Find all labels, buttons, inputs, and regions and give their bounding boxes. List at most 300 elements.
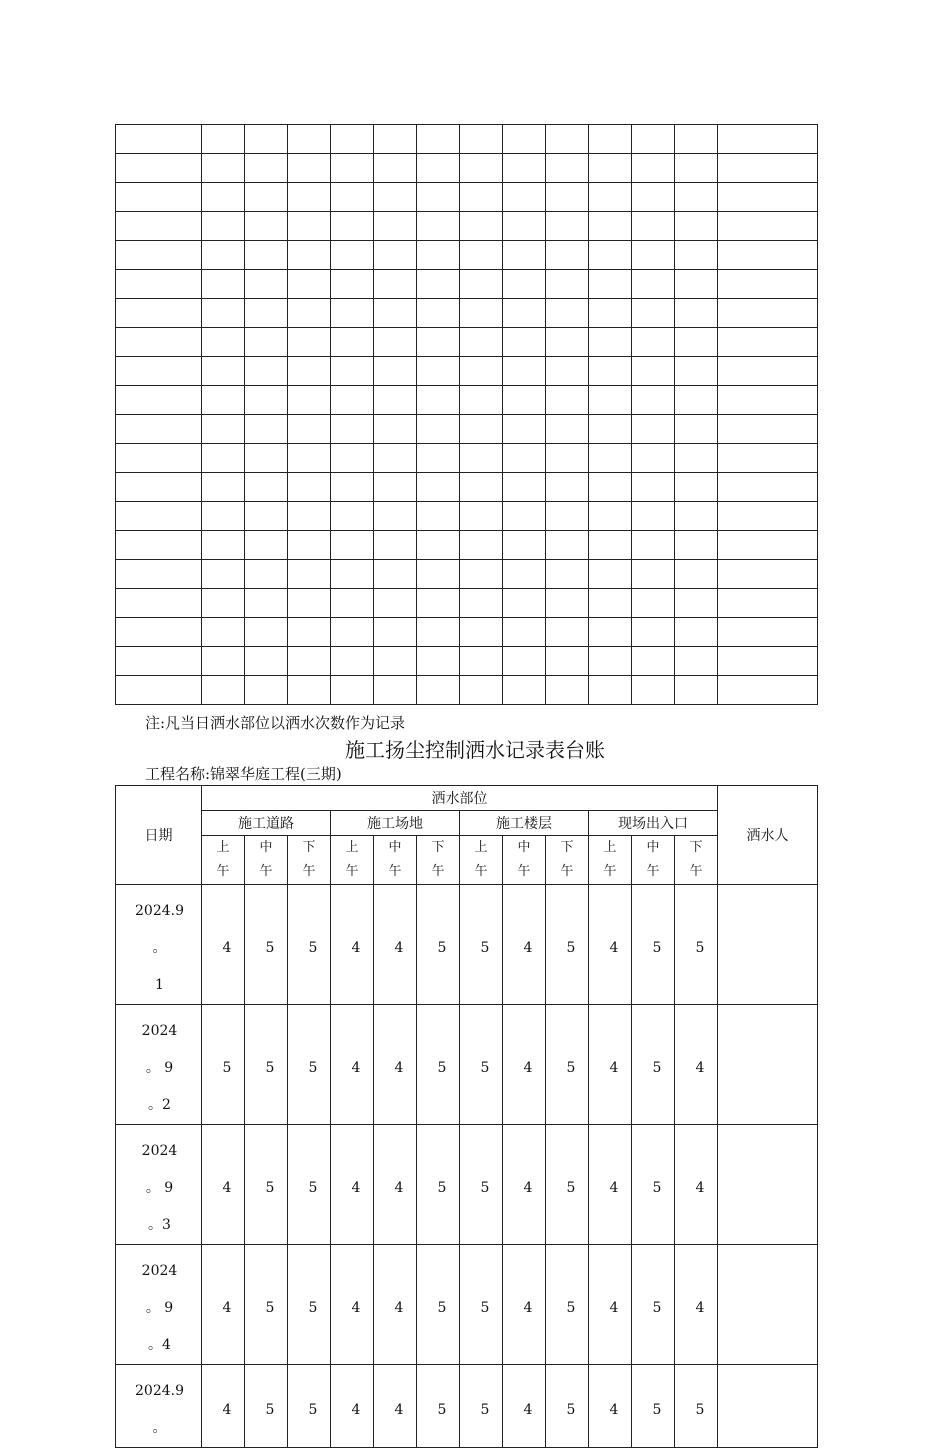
blank-cell (503, 212, 546, 241)
blank-cell (503, 299, 546, 328)
blank-cell (675, 473, 718, 502)
blank-cell (417, 589, 460, 618)
count-cell: 5 (288, 1365, 331, 1448)
header-area-floor: 施工楼层 (460, 811, 589, 836)
blank-cell (202, 531, 245, 560)
blank-cell (503, 444, 546, 473)
blank-cell (632, 386, 675, 415)
blank-cell (718, 212, 818, 241)
header-time-slot (546, 836, 589, 885)
blank-row (116, 502, 818, 531)
page-title: 施工扬尘控制洒水记录表台账 (345, 738, 605, 762)
blank-cell (374, 328, 417, 357)
header-time-slot (589, 836, 632, 885)
count-cell: 5 (632, 1125, 675, 1245)
blank-cell (675, 125, 718, 154)
blank-cell (675, 589, 718, 618)
time-slot-char: 下 (560, 840, 574, 855)
blank-cell (675, 647, 718, 676)
blank-cell (202, 618, 245, 647)
blank-cell (331, 589, 374, 618)
blank-cell (718, 357, 818, 386)
blank-cell (417, 241, 460, 270)
table-row (116, 1125, 818, 1245)
blank-row (116, 125, 818, 154)
person-cell (718, 1365, 818, 1448)
blank-cell (202, 444, 245, 473)
time-slot-char: 午 (259, 864, 273, 879)
blank-cell (460, 212, 503, 241)
blank-cell (632, 241, 675, 270)
blank-cell (503, 241, 546, 270)
header-time-slot (460, 836, 503, 885)
blank-cell (718, 270, 818, 299)
blank-cell (116, 415, 202, 444)
blank-cell (460, 589, 503, 618)
blank-cell (417, 676, 460, 705)
blank-cell (718, 676, 818, 705)
time-slot-char: 下 (302, 840, 316, 855)
table-row (116, 1005, 818, 1125)
blank-row (116, 676, 818, 705)
blank-cell (460, 328, 503, 357)
count-cell: 5 (632, 885, 675, 1005)
blank-cell (374, 125, 417, 154)
blank-cell (460, 183, 503, 212)
blank-cell (245, 357, 288, 386)
blank-cell (546, 125, 589, 154)
blank-cell (460, 357, 503, 386)
blank-cell (632, 299, 675, 328)
blank-cell (245, 589, 288, 618)
blank-row (116, 647, 818, 676)
blank-cell (589, 473, 632, 502)
blank-cell (675, 531, 718, 560)
time-slot-char: 午 (216, 864, 230, 879)
time-slot-char: 上 (603, 840, 617, 855)
blank-row (116, 154, 818, 183)
date-part: 。4 (148, 1337, 171, 1353)
blank-cell (718, 618, 818, 647)
blank-cell (202, 473, 245, 502)
header-time-slot (503, 836, 546, 885)
blank-cell (288, 473, 331, 502)
blank-cell (632, 618, 675, 647)
blank-cell (632, 676, 675, 705)
date-cell (116, 1005, 202, 1125)
blank-cell (460, 676, 503, 705)
blank-cell (374, 183, 417, 212)
blank-cell (589, 531, 632, 560)
blank-cell (116, 270, 202, 299)
blank-cell (288, 444, 331, 473)
blank-row (116, 328, 818, 357)
blank-cell (460, 299, 503, 328)
blank-cell (589, 125, 632, 154)
blank-cell (245, 444, 288, 473)
count-cell: 5 (245, 1125, 288, 1245)
count-cell: 4 (503, 1125, 546, 1245)
blank-row (116, 270, 818, 299)
blank-cell (288, 386, 331, 415)
blank-cell (116, 560, 202, 589)
count-cell: 4 (374, 1125, 417, 1245)
blank-cell (374, 647, 417, 676)
blank-cell (718, 560, 818, 589)
time-slot-char: 午 (517, 864, 531, 879)
blank-cell (202, 183, 245, 212)
blank-cell (718, 328, 818, 357)
blank-cell (331, 473, 374, 502)
blank-cell (589, 328, 632, 357)
blank-cell (546, 241, 589, 270)
blank-cell (460, 154, 503, 183)
table-row (116, 1245, 818, 1365)
header-time-slot (288, 836, 331, 885)
person-cell (718, 1125, 818, 1245)
blank-cell (331, 125, 374, 154)
blank-cell (417, 531, 460, 560)
blank-cell (374, 502, 417, 531)
blank-cell (589, 444, 632, 473)
blank-cell (417, 125, 460, 154)
date-cell (116, 1125, 202, 1245)
blank-cell (632, 415, 675, 444)
date-part: 。 (152, 940, 167, 956)
blank-row (116, 589, 818, 618)
blank-cell (632, 328, 675, 357)
count-cell: 4 (503, 885, 546, 1005)
header-area-entrance: 现场出入口 (589, 811, 718, 836)
blank-cell (460, 444, 503, 473)
blank-cell (116, 328, 202, 357)
count-cell: 5 (460, 1245, 503, 1365)
blank-cell (202, 386, 245, 415)
blank-cell (589, 154, 632, 183)
blank-cell (546, 444, 589, 473)
blank-cell (718, 125, 818, 154)
blank-cell (331, 502, 374, 531)
blank-cell (202, 415, 245, 444)
blank-cell (245, 676, 288, 705)
count-cell: 5 (675, 885, 718, 1005)
blank-row (116, 212, 818, 241)
time-slot-char: 上 (216, 840, 230, 855)
person-cell (718, 1245, 818, 1365)
blank-cell (546, 560, 589, 589)
blank-cell (374, 473, 417, 502)
header-time-slot (632, 836, 675, 885)
blank-cell (460, 415, 503, 444)
blank-cell (202, 299, 245, 328)
blank-cell (589, 270, 632, 299)
blank-cell (331, 676, 374, 705)
sprinkling-record-table (115, 785, 818, 1448)
blank-cell (202, 154, 245, 183)
date-part: 2024 (141, 1143, 178, 1159)
blank-cell (503, 647, 546, 676)
blank-cell (589, 502, 632, 531)
blank-cell (288, 502, 331, 531)
date-part: 。2 (148, 1097, 171, 1113)
blank-cell (245, 560, 288, 589)
count-cell: 5 (675, 1365, 718, 1448)
blank-cell (675, 386, 718, 415)
blank-cell (288, 560, 331, 589)
blank-cell (245, 473, 288, 502)
time-slot-char: 午 (388, 864, 402, 879)
blank-cell (331, 647, 374, 676)
blank-cell (288, 618, 331, 647)
blank-cell (632, 212, 675, 241)
blank-cell (589, 589, 632, 618)
blank-cell (503, 386, 546, 415)
blank-cell (417, 357, 460, 386)
date-part: 2024.9 (135, 903, 184, 919)
blank-cell (675, 328, 718, 357)
blank-cell (632, 444, 675, 473)
blank-cell (245, 618, 288, 647)
blank-cell (374, 270, 417, 299)
count-cell: 5 (417, 885, 460, 1005)
blank-cell (202, 502, 245, 531)
blank-cell (116, 183, 202, 212)
blank-cell (503, 676, 546, 705)
blank-row (116, 444, 818, 473)
count-cell: 5 (417, 1365, 460, 1448)
date-part: 。 9 (145, 1180, 174, 1196)
blank-cell (331, 154, 374, 183)
blank-row (116, 299, 818, 328)
count-cell: 4 (675, 1005, 718, 1125)
table-row (116, 1365, 818, 1448)
blank-record-grid (115, 124, 818, 705)
blank-cell (632, 270, 675, 299)
blank-cell (718, 386, 818, 415)
blank-cell (245, 502, 288, 531)
blank-cell (374, 560, 417, 589)
count-cell: 4 (675, 1125, 718, 1245)
blank-cell (718, 531, 818, 560)
time-slot-char: 下 (431, 840, 445, 855)
blank-cell (675, 444, 718, 473)
project-name: 工程名称:锦翠华庭工程(三期) (145, 765, 342, 783)
date-cell (116, 1365, 202, 1448)
blank-cell (589, 560, 632, 589)
blank-cell (202, 647, 245, 676)
blank-cell (331, 357, 374, 386)
blank-cell (116, 357, 202, 386)
blank-cell (632, 125, 675, 154)
blank-cell (718, 415, 818, 444)
blank-cell (503, 357, 546, 386)
blank-cell (288, 415, 331, 444)
blank-cell (546, 328, 589, 357)
blank-cell (546, 589, 589, 618)
blank-cell (116, 125, 202, 154)
header-date: 日期 (116, 786, 202, 885)
count-cell: 4 (374, 1005, 417, 1125)
blank-cell (675, 560, 718, 589)
blank-cell (589, 241, 632, 270)
blank-cell (245, 183, 288, 212)
blank-cell (202, 589, 245, 618)
count-cell: 5 (245, 885, 288, 1005)
count-cell: 5 (202, 1005, 245, 1125)
count-cell: 4 (374, 885, 417, 1005)
count-cell: 5 (460, 1005, 503, 1125)
blank-cell (546, 299, 589, 328)
blank-cell (417, 502, 460, 531)
count-cell: 5 (632, 1245, 675, 1365)
blank-cell (417, 473, 460, 502)
blank-cell (503, 415, 546, 444)
date-part: 2024 (141, 1263, 178, 1279)
blank-cell (417, 647, 460, 676)
blank-cell (245, 299, 288, 328)
time-slot-char: 午 (474, 864, 488, 879)
count-cell: 4 (374, 1365, 417, 1448)
header-time-slot (331, 836, 374, 885)
blank-cell (374, 154, 417, 183)
blank-cell (546, 212, 589, 241)
blank-cell (331, 212, 374, 241)
blank-cell (374, 386, 417, 415)
blank-cell (589, 676, 632, 705)
blank-cell (116, 589, 202, 618)
blank-cell (589, 357, 632, 386)
blank-cell (675, 676, 718, 705)
blank-cell (460, 125, 503, 154)
blank-row (116, 531, 818, 560)
time-slot-char: 午 (302, 864, 316, 879)
blank-cell (417, 183, 460, 212)
time-slot-char: 午 (560, 864, 574, 879)
blank-cell (503, 270, 546, 299)
blank-cell (417, 299, 460, 328)
time-slot-char: 午 (603, 864, 617, 879)
count-cell: 4 (589, 1125, 632, 1245)
blank-cell (546, 618, 589, 647)
count-cell: 4 (589, 1365, 632, 1448)
blank-cell (331, 560, 374, 589)
count-cell: 5 (288, 1125, 331, 1245)
blank-row (116, 386, 818, 415)
blank-cell (116, 444, 202, 473)
blank-cell (331, 270, 374, 299)
blank-cell (503, 154, 546, 183)
count-cell: 4 (503, 1245, 546, 1365)
blank-cell (288, 183, 331, 212)
blank-cell (116, 212, 202, 241)
blank-cell (589, 183, 632, 212)
blank-cell (245, 328, 288, 357)
blank-cell (632, 647, 675, 676)
blank-cell (116, 618, 202, 647)
blank-cell (675, 212, 718, 241)
blank-cell (331, 444, 374, 473)
count-cell: 5 (632, 1005, 675, 1125)
blank-cell (632, 154, 675, 183)
blank-row (116, 183, 818, 212)
time-slot-char: 午 (345, 864, 359, 879)
blank-cell (718, 473, 818, 502)
count-cell: 5 (632, 1365, 675, 1448)
blank-cell (417, 328, 460, 357)
blank-cell (589, 647, 632, 676)
header-area-road: 施工道路 (202, 811, 331, 836)
date-part: 1 (155, 977, 164, 993)
blank-cell (116, 647, 202, 676)
count-cell: 5 (460, 885, 503, 1005)
header-area-site: 施工场地 (331, 811, 460, 836)
blank-cell (288, 154, 331, 183)
date-part: 。3 (148, 1217, 171, 1233)
header-time-slot (245, 836, 288, 885)
count-cell: 4 (202, 1365, 245, 1448)
blank-cell (331, 299, 374, 328)
blank-cell (632, 560, 675, 589)
blank-cell (245, 415, 288, 444)
blank-cell (503, 183, 546, 212)
blank-cell (288, 676, 331, 705)
blank-cell (546, 647, 589, 676)
blank-cell (288, 241, 331, 270)
blank-cell (546, 183, 589, 212)
blank-cell (718, 647, 818, 676)
note-text: 注:凡当日洒水部位以洒水次数作为记录 (145, 714, 406, 732)
count-cell: 5 (245, 1365, 288, 1448)
blank-cell (632, 183, 675, 212)
count-cell: 4 (503, 1365, 546, 1448)
count-cell: 4 (589, 1245, 632, 1365)
blank-cell (374, 444, 417, 473)
count-cell: 4 (331, 1125, 374, 1245)
blank-cell (417, 212, 460, 241)
blank-cell (331, 415, 374, 444)
blank-cell (675, 357, 718, 386)
time-slot-char: 午 (646, 864, 660, 879)
blank-cell (718, 502, 818, 531)
blank-cell (202, 676, 245, 705)
count-cell: 4 (331, 885, 374, 1005)
header-person: 洒水人 (718, 786, 818, 885)
count-cell: 4 (202, 1245, 245, 1365)
blank-cell (245, 212, 288, 241)
blank-cell (374, 357, 417, 386)
time-slot-char: 上 (474, 840, 488, 855)
blank-cell (460, 647, 503, 676)
count-cell: 5 (417, 1245, 460, 1365)
count-cell: 5 (546, 1125, 589, 1245)
date-cell (116, 885, 202, 1005)
blank-cell (718, 589, 818, 618)
blank-cell (718, 154, 818, 183)
blank-cell (116, 473, 202, 502)
blank-cell (675, 241, 718, 270)
blank-cell (632, 531, 675, 560)
count-cell: 5 (288, 885, 331, 1005)
blank-row (116, 241, 818, 270)
blank-cell (374, 676, 417, 705)
blank-cell (116, 386, 202, 415)
blank-cell (374, 589, 417, 618)
count-cell: 4 (202, 885, 245, 1005)
blank-cell (460, 270, 503, 299)
date-part: 。 (152, 1420, 167, 1436)
blank-cell (675, 183, 718, 212)
count-cell: 5 (288, 1005, 331, 1125)
